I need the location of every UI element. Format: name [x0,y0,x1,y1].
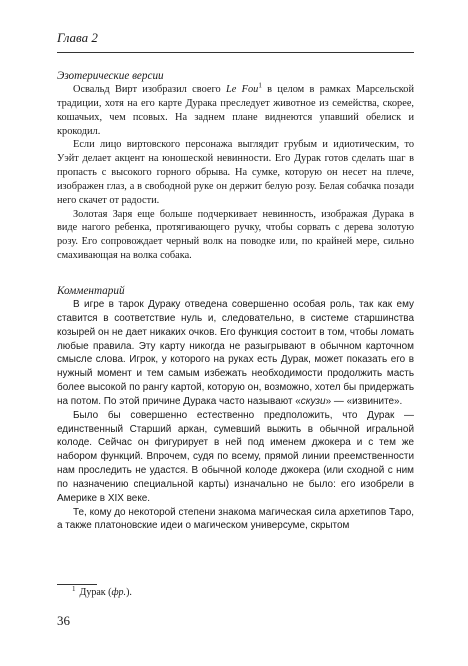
section-esoteric [57,69,414,263]
paragraph [57,298,414,409]
paragraph-text: В игре в тарок Дураку отведена совершенно особая роль, так как ему ставится в соответствие нуль и, следовательно, в системе старшинства козырей он не дает никаких очков. Его функция состоит в том, чтобы ломать любые правила. Эту карту никогда не разыгрывают в обычном карточном смысле слова. Игрок, у которого на руках есть Дурак, может показать его в нужный момент и тем самым избежать необходимости продолжить масть более высокой по рангу картой, которую он, возможно, хотел бы придержать на потом. По этой причине Дурака часто называют « [57,298,414,407]
paragraph: Те, кому до некоторой степени знакома магическая сила архетипов Таро, а также платоновские идеи о магическом универсуме, скрытом [57,506,414,532]
footnote-text-end: ). [126,587,132,598]
footnote-rule [57,584,97,585]
header-rule [57,52,414,53]
page-number: 36 [57,613,70,628]
section-title: Эзотерические версии [57,70,164,82]
paragraph: Золотая Заря еще больше подчеркивает невинность, изображая Дурака в виде нагого ребенка, протягивающего ручку, чтобы сорвать с дерева золотую розу. Его сопровождает черный волк на поводке или, по крайней мере, сильно смахивающая на волка собака. [57,208,414,262]
running-header: Глава 2 [57,30,98,45]
paragraph-text: в целом в рамках Марсельской традиции, хотя на его карте Дурака преследует животное из семейства, скорее, кошачьих, чем псовых. На заднем плане виднеются упавший обелиск и крокодил. [57,84,415,137]
footnote-ref: 1 [258,81,262,90]
card-name: Le Fou [225,84,259,95]
footnote [72,584,132,598]
footnote-mark: 1 [72,584,76,593]
italic-term: скузи [300,395,326,407]
paragraph: Было бы совершенно естественно предположить, что Дурак — единственный Старший аркан, сумевший выжить в обычной игральной колоде. Сейчас он фигурирует в ней под именем джокера и с тем же набором функций. Впрочем, судя по всему, прямой линии преемственности нам проследить не удастся. В обычной колоде джокера (или сходной с ним по назначению специальной карты) изначально не было: его изобрели в Америке в XIX веке. [57,409,414,504]
section-commentary [57,284,414,533]
footnote-text: Дурак ( [79,587,112,598]
section-title: Комментарий [57,284,125,297]
paragraph [57,83,414,138]
paragraph-text: » — «извините». [325,395,403,407]
paragraph: Если лицо виртовского персонажа выглядит грубым и идиотическим, то Уэйт делает акцент на юношеской невинности. Его Дурак готов сделать шаг в пропасть с высокого горного обрыва. На сумке, которую он несет на плече, изображен глаз, а в свободной руке он держит белую розу. Белая собачка позади него скачет от радости. [57,139,414,206]
footnote-lang: фр. [111,587,127,598]
paragraph-text: Освальд Вирт изобразил своего [73,84,226,95]
page-body [57,68,414,533]
